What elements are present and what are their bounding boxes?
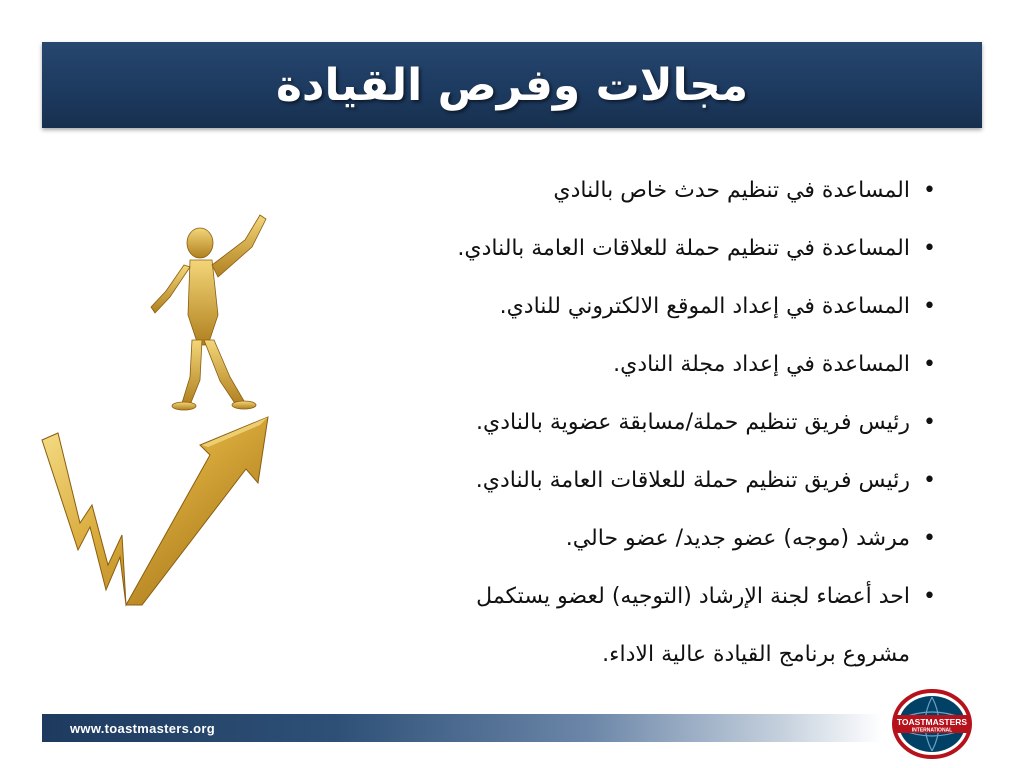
bullet-item-3: • المساعدة في إعداد الموقع الالكتروني للنادي.	[340, 292, 936, 321]
bullet-item-7: • مرشد (موجه) عضو جديد/ عضو حالي.	[340, 524, 936, 553]
bullet-item-8-line-1: • احد أعضاء لجنة الإرشاد (التوجيه) لعضو يستكمل	[476, 584, 910, 609]
bullet-list	[340, 176, 936, 698]
bullet-item-1: • المساعدة في تنظيم حدث خاص بالنادي	[340, 176, 936, 205]
footer-url-link[interactable]: www.toastmasters.org	[70, 720, 215, 736]
bullet-item-4: • المساعدة في إعداد مجلة النادي.	[340, 350, 936, 379]
bullet-item-6: • رئيس فريق تنظيم حملة للعلاقات العامة بالنادي.	[340, 466, 936, 495]
title-bar	[42, 42, 982, 128]
bullet-item-8	[340, 582, 936, 669]
bullet-item-2: • المساعدة في تنظيم حملة للعلاقات العامة بالنادي.	[340, 234, 936, 263]
toastmasters-logo-icon	[890, 688, 974, 760]
golden-figure-on-rising-arrow-icon	[30, 205, 290, 610]
logo-text-line-1: TOASTMASTERS	[896, 717, 968, 727]
footer-bar	[42, 714, 882, 742]
bullet-item-5: • رئيس فريق تنظيم حملة/مسابقة عضوية بالنادي.	[340, 408, 936, 437]
bullet-item-8-line-2: مشروع برنامج القيادة عالية الاداء.	[602, 642, 910, 667]
slide-title: مجالات وفرص القيادة	[275, 59, 749, 111]
logo-text-line-2: INTERNATIONAL	[911, 727, 953, 734]
